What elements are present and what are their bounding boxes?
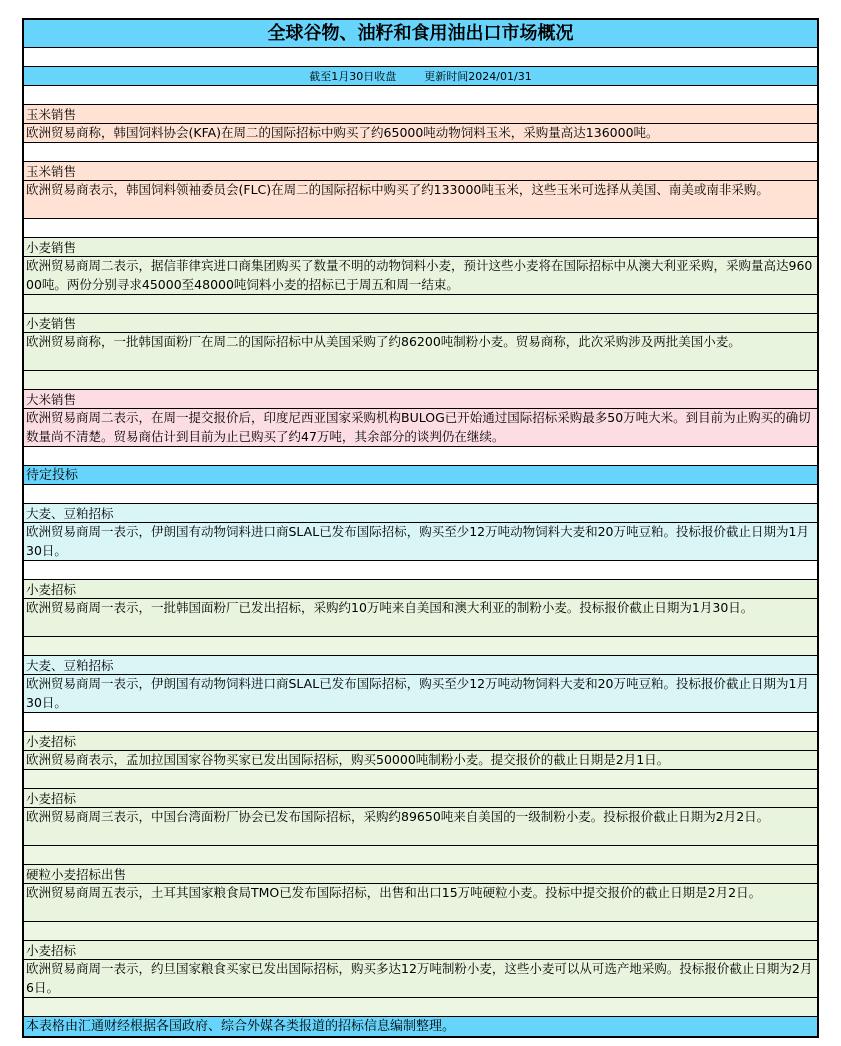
sale-text: 欧洲贸易商周二表示，据信菲律宾进口商集团购买了数量不明的动物饲料小麦，预计这些小麦将在国际招标中从澳大利亚采购，采购量高达96000吨。两份分别寻求45000至48000吨饲料小麦的招标已于周五和周一结束。: [24, 257, 817, 295]
tender-heading: 硬粒小麦招标出售: [24, 865, 817, 884]
spacer-row: [24, 561, 817, 580]
spacer-row: [24, 143, 817, 162]
spacer-row: [24, 295, 817, 314]
report-table: [22, 18, 819, 1038]
tender-heading: 小麦招标: [24, 941, 817, 960]
tender-text: 欧洲贸易商周一表示，约旦国家粮食买家已发出国际招标，购买多达12万吨制粉小麦，这些小麦可以从可选产地采购。投标报价截止日期为2月6日。: [24, 960, 817, 998]
tender-text: 欧洲贸易商周一表示，伊朗国有动物饲料进口商SLAL已发布国际招标，购买至少12万吨动物饲料大麦和20万吨豆粕。投标报价截止日期为1月30日。: [24, 675, 817, 713]
sale-text: 欧洲贸易商表示，韩国饲料领袖委员会(FLC)在周二的国际招标中购买了约133000吨玉米，这些玉米可选择从美国、南美或南非采购。: [24, 181, 817, 219]
tender-heading: 小麦招标: [24, 580, 817, 599]
spacer-row: [24, 922, 817, 941]
tender-text: 欧洲贸易商周五表示，土耳其国家粮食局TMO已发布国际招标，出售和出口15万吨硬粒小麦。投标中提交报价的截止日期是2月2日。: [24, 884, 817, 922]
sale-heading: 大米销售: [24, 390, 817, 409]
tender-heading: 小麦招标: [24, 789, 817, 808]
spacer-row: [24, 998, 817, 1017]
sale-text: 欧洲贸易商称，韩国饲料协会(KFA)在周二的国际招标中购买了约65000吨动物饲料玉米，采购量高达136000吨。: [24, 124, 817, 143]
spacer-row: [24, 86, 817, 105]
spacer-row: [24, 485, 817, 504]
tender-heading: 大麦、豆粕招标: [24, 656, 817, 675]
tender-heading: 大麦、豆粕招标: [24, 504, 817, 523]
pending-tenders-header: 待定投标: [24, 466, 817, 485]
spacer-row: [24, 48, 817, 67]
footer-note: 本表格由汇通财经根据各国政府、综合外媒各类报道的招标信息编制整理。: [24, 1017, 817, 1036]
sale-text: 欧洲贸易商周二表示，在周一提交报价后，印度尼西亚国家采购机构BULOG已开始通过国际招标采购最多50万吨大米。到目前为止购买的确切数量尚不清楚。贸易商估计到目前为止已购买了约47万吨，其余部分的谈判仍在继续。: [24, 409, 817, 447]
tender-heading: 小麦招标: [24, 732, 817, 751]
sale-heading: 玉米销售: [24, 105, 817, 124]
tender-text: 欧洲贸易商周一表示，一批韩国面粉厂已发出招标，采购约10万吨来自美国和澳大利亚的制粉小麦。投标报价截止日期为1月30日。: [24, 599, 817, 637]
spacer-row: [24, 846, 817, 865]
sale-heading: 玉米销售: [24, 162, 817, 181]
tender-text: 欧洲贸易商周一表示，伊朗国有动物饲料进口商SLAL已发布国际招标，购买至少12万吨动物饲料大麦和20万吨豆粕。投标报价截止日期为1月30日。: [24, 523, 817, 561]
tender-text: 欧洲贸易商周三表示，中国台湾面粉厂协会已发布国际招标，采购约89650吨来自美国的一级制粉小麦。投标报价截止日期为2月2日。: [24, 808, 817, 846]
spacer-row: [24, 713, 817, 732]
meta-row: [24, 67, 817, 86]
spacer-row: [24, 219, 817, 238]
close-date: 截至1月30日收盘: [309, 70, 397, 83]
spacer-row: [24, 770, 817, 789]
sale-heading: 小麦销售: [24, 238, 817, 257]
tender-text: 欧洲贸易商表示，孟加拉国国家谷物买家已发出国际招标，购买50000吨制粉小麦。提交报价的截止日期是2月1日。: [24, 751, 817, 770]
spacer-row: [24, 447, 817, 466]
page-title: 全球谷物、油籽和食用油出口市场概况: [24, 20, 817, 48]
spacer-row: [24, 637, 817, 656]
update-time: 更新时间2024/01/31: [424, 70, 532, 83]
spacer-row: [24, 371, 817, 390]
sale-heading: 小麦销售: [24, 314, 817, 333]
sale-text: 欧洲贸易商称，一批韩国面粉厂在周二的国际招标中从美国采购了约86200吨制粉小麦。贸易商称，此次采购涉及两批美国小麦。: [24, 333, 817, 371]
